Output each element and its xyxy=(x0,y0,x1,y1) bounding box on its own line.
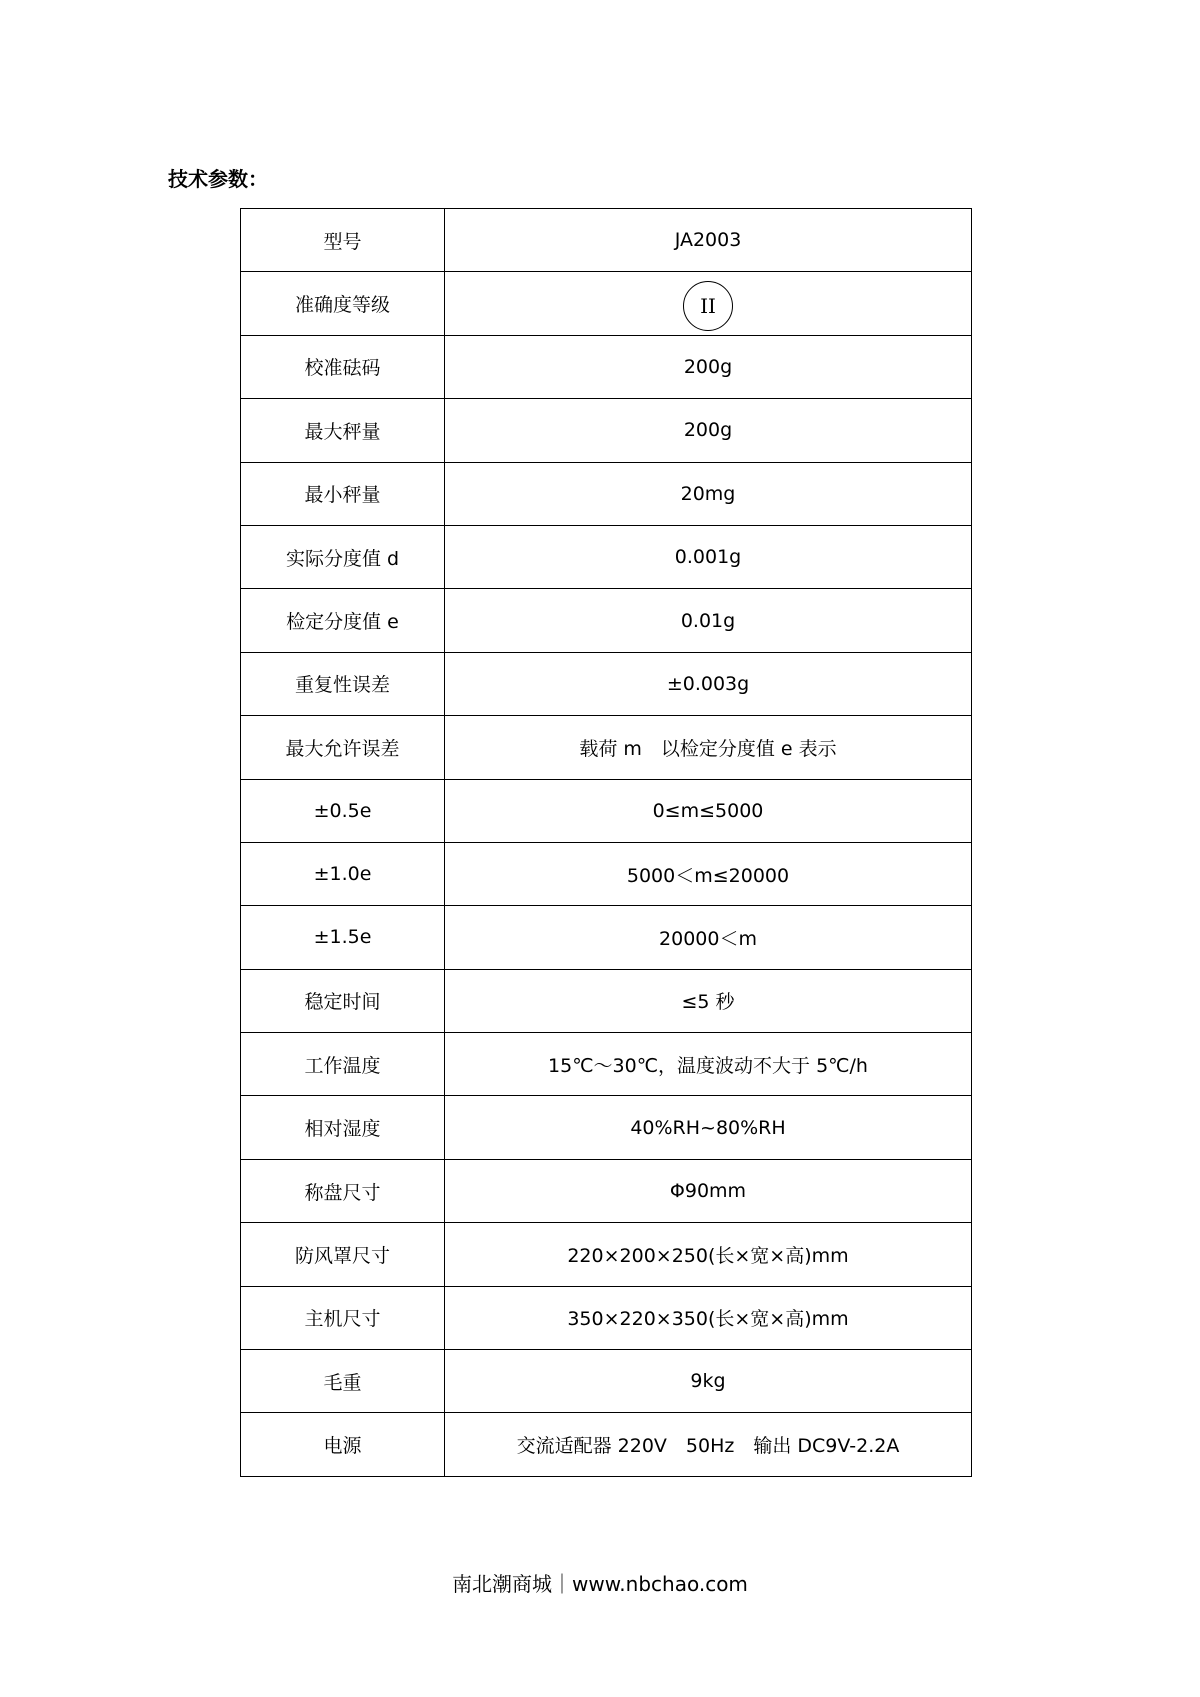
row-value: 交流适配器 220V 50Hz 输出 DC9V-2.2A xyxy=(445,1413,972,1476)
row-value: 40%RH~80%RH xyxy=(445,1096,972,1159)
footer-site-credit: 南北潮商城｜www.nbchao.com xyxy=(452,1572,748,1596)
row-value: 20mg xyxy=(445,462,972,525)
table-row xyxy=(241,716,972,779)
page-title: 技术参数： xyxy=(168,167,268,191)
table-row xyxy=(241,1286,972,1349)
table-row xyxy=(241,969,972,1032)
table-row xyxy=(241,209,972,272)
row-label: ±0.5e xyxy=(241,779,445,842)
table-row xyxy=(241,399,972,462)
table-row xyxy=(241,1159,972,1222)
row-label: 最小秤量 xyxy=(241,462,445,525)
row-value: ≤5 秒 xyxy=(445,969,972,1032)
row-label: 重复性误差 xyxy=(241,652,445,715)
row-label: 电源 xyxy=(241,1413,445,1476)
row-value: 220×200×250(长×宽×高)mm xyxy=(445,1223,972,1286)
row-label: 实际分度值 d xyxy=(241,525,445,588)
row-label: 称盘尺寸 xyxy=(241,1159,445,1222)
row-value: 15℃～30℃，温度波动不大于 5℃/h xyxy=(445,1033,972,1096)
row-label: 防风罩尺寸 xyxy=(241,1223,445,1286)
row-value: 0.001g xyxy=(445,525,972,588)
row-label: 校准砝码 xyxy=(241,335,445,398)
row-label: 最大允许误差 xyxy=(241,716,445,779)
table-row xyxy=(241,1350,972,1413)
table-row xyxy=(241,1223,972,1286)
row-label: 毛重 xyxy=(241,1350,445,1413)
row-value: 20000＜m xyxy=(445,906,972,969)
row-label: 最大秤量 xyxy=(241,399,445,462)
row-label: 稳定时间 xyxy=(241,969,445,1032)
table-row xyxy=(241,906,972,969)
row-value: 载荷 m 以检定分度值 e 表示 xyxy=(445,716,972,779)
table-row xyxy=(241,525,972,588)
table-row xyxy=(241,1096,972,1159)
row-value: 350×220×350(长×宽×高)mm xyxy=(445,1286,972,1349)
table-row xyxy=(241,589,972,652)
row-value: 200g xyxy=(445,335,972,398)
table-row xyxy=(241,335,972,398)
row-label: 准确度等级 xyxy=(241,272,445,335)
spec-table xyxy=(240,208,972,1477)
table-row xyxy=(241,1413,972,1476)
row-value: ±0.003g xyxy=(445,652,972,715)
row-label: 相对湿度 xyxy=(241,1096,445,1159)
row-value: 0.01g xyxy=(445,589,972,652)
table-row xyxy=(241,1033,972,1096)
row-value: 0≤m≤5000 xyxy=(445,779,972,842)
row-label: 检定分度值 e xyxy=(241,589,445,652)
row-label: 工作温度 xyxy=(241,1033,445,1096)
row-value: 200g xyxy=(445,399,972,462)
accuracy-class-circle-icon: II xyxy=(683,281,733,331)
row-value: 5000＜m≤20000 xyxy=(445,842,972,905)
table-row xyxy=(241,779,972,842)
table-row xyxy=(241,842,972,905)
row-label: 型号 xyxy=(241,209,445,272)
row-label: ±1.5e xyxy=(241,906,445,969)
table-row xyxy=(241,652,972,715)
table-row xyxy=(241,462,972,525)
row-value: 9kg xyxy=(445,1350,972,1413)
row-value: JA2003 xyxy=(445,209,972,272)
table-row xyxy=(241,272,972,335)
row-value xyxy=(445,272,972,335)
row-label: 主机尺寸 xyxy=(241,1286,445,1349)
row-label: ±1.0e xyxy=(241,842,445,905)
row-value: Φ90mm xyxy=(445,1159,972,1222)
